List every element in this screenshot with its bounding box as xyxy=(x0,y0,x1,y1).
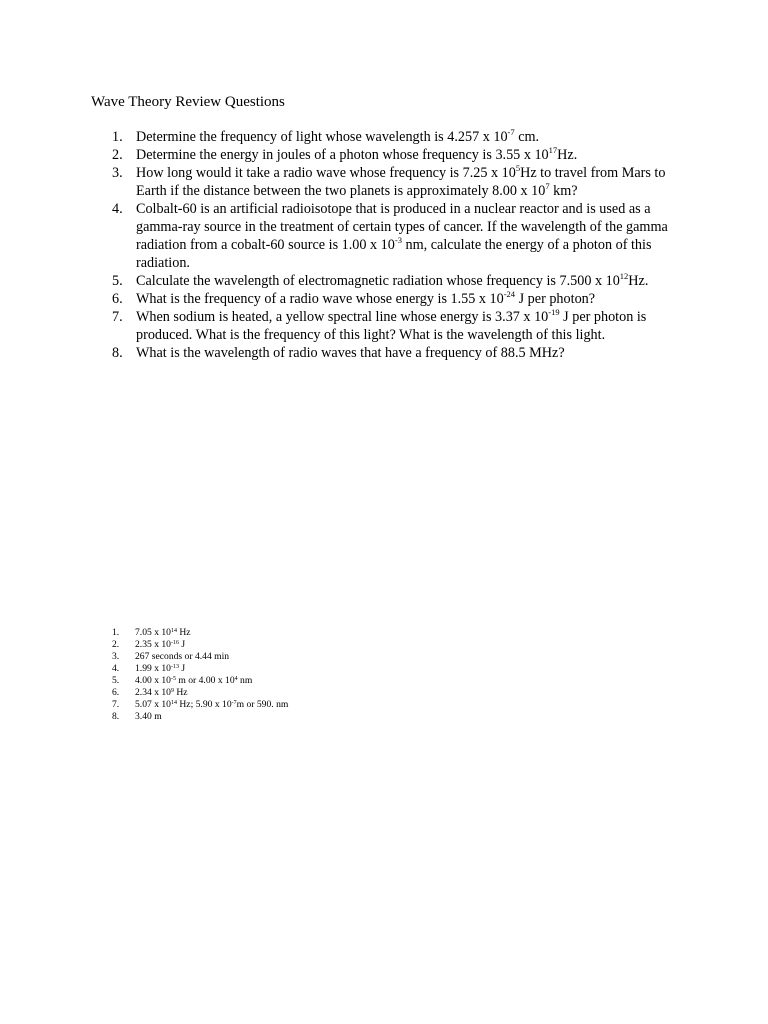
question-text: What is the wavelength of radio waves that have a frequency of 88.5 MHz? xyxy=(136,345,565,361)
answer-text: 5.07 x $10^{14}$ Hz; 5.90 x $10^{-7}m$ or 590. nm xyxy=(135,699,289,710)
exponent: -7 xyxy=(231,700,237,706)
question-list xyxy=(91,128,691,362)
question-number: 6. xyxy=(112,291,123,307)
exponent: -19 xyxy=(548,307,560,317)
answer-number: 7. xyxy=(112,699,120,710)
answer-number: 6. xyxy=(112,687,120,698)
question-text: Colbalt-60 is an artificial radioisotope that is produced in a nuclear reactor and is used as a gamma-ray source in the treatment of certain types of cancer. If the wavelength of the gamma radiation from a cobalt-60 source is 1.00 x $10^{-3}$ nm, calculate the energy of a photon of this radiation. xyxy=(136,201,668,271)
exponent: -13 xyxy=(170,664,179,670)
question-item xyxy=(91,308,691,344)
answer-key-list xyxy=(91,627,511,723)
answer-number: 2. xyxy=(112,639,120,650)
answer-item xyxy=(91,627,511,639)
question-item xyxy=(91,200,691,272)
page-title: Wave Theory Review Questions xyxy=(91,94,285,110)
question-item xyxy=(91,128,691,146)
answer-number: 5. xyxy=(112,675,120,686)
exponent: 14 xyxy=(170,700,177,706)
question-number: 4. xyxy=(112,201,123,217)
answer-text: 2.35 x $10^{-16}$ J xyxy=(135,639,186,650)
question-number: 7. xyxy=(112,309,123,325)
question-item xyxy=(91,272,691,290)
question-item xyxy=(91,290,691,308)
question-item xyxy=(91,164,691,200)
exponent: 5 xyxy=(515,163,521,173)
question-text: Calculate the wavelength of electromagnetic radiation whose frequency is 7.500 x $10^{12}Hz$. xyxy=(136,271,649,289)
answer-number: 8. xyxy=(112,711,120,722)
answer-text: 2.34 x $10^9$ Hz xyxy=(135,687,188,698)
answer-number: 1. xyxy=(112,627,120,638)
answer-text: 1.99 x $10^{-13}$ J xyxy=(135,663,186,674)
answer-number: 4. xyxy=(112,663,120,674)
answer-text: 7.05 x $10^{14}$ Hz xyxy=(135,627,191,638)
question-text: When sodium is heated, a yellow spectral line whose energy is 3.37 x $10^{-19}$ J per photon is produced. What is the frequency of this light? What is the wavelength of this light. xyxy=(136,307,647,343)
exponent: -3 xyxy=(394,235,402,245)
exponent: -16 xyxy=(170,640,179,646)
question-item xyxy=(91,146,691,164)
answer-item xyxy=(91,663,511,675)
exponent: -5 xyxy=(170,676,176,682)
answer-item xyxy=(91,651,511,663)
question-number: 3. xyxy=(112,165,123,181)
question-number: 5. xyxy=(112,273,123,289)
exponent: 7 xyxy=(545,181,550,191)
answer-item xyxy=(91,711,511,723)
question-number: 2. xyxy=(112,147,123,163)
question-text: How long would it take a radio wave whose frequency is 7.25 x $10^5Hz$ to travel from Mars to Earth if the distance between the two planets is approximately 8.00 x $10^7$ km? xyxy=(136,163,666,199)
answer-text: 4.00 x $10^{-5}$ m or 4.00 x $10^4$ nm xyxy=(135,675,253,686)
exponent: 9 xyxy=(170,688,174,694)
exponent: 17 xyxy=(548,145,558,155)
question-item xyxy=(91,344,691,362)
question-number: 1. xyxy=(112,129,123,145)
exponent: -7 xyxy=(507,127,515,137)
question-text: What is the frequency of a radio wave whose energy is 1.55 x $10^{-24}$ J per photon? xyxy=(136,289,596,307)
answer-item xyxy=(91,639,511,651)
exponent: 12 xyxy=(619,271,629,281)
question-number: 8. xyxy=(112,345,123,361)
exponent: -24 xyxy=(503,289,516,299)
answer-item xyxy=(91,699,511,711)
answer-text: 267 seconds or 4.44 min xyxy=(135,651,230,662)
question-text: Determine the frequency of light whose wavelength is 4.257 x $10^{-7}$ cm. xyxy=(136,127,540,145)
answer-number: 3. xyxy=(112,651,120,662)
answer-item xyxy=(91,687,511,699)
question-text: Determine the energy in joules of a photon whose frequency is 3.55 x $10^{17}Hz$. xyxy=(136,145,578,163)
answer-item xyxy=(91,675,511,687)
answer-text: 3.40 m xyxy=(135,711,162,722)
exponent: 4 xyxy=(234,676,238,682)
exponent: 14 xyxy=(170,628,177,634)
